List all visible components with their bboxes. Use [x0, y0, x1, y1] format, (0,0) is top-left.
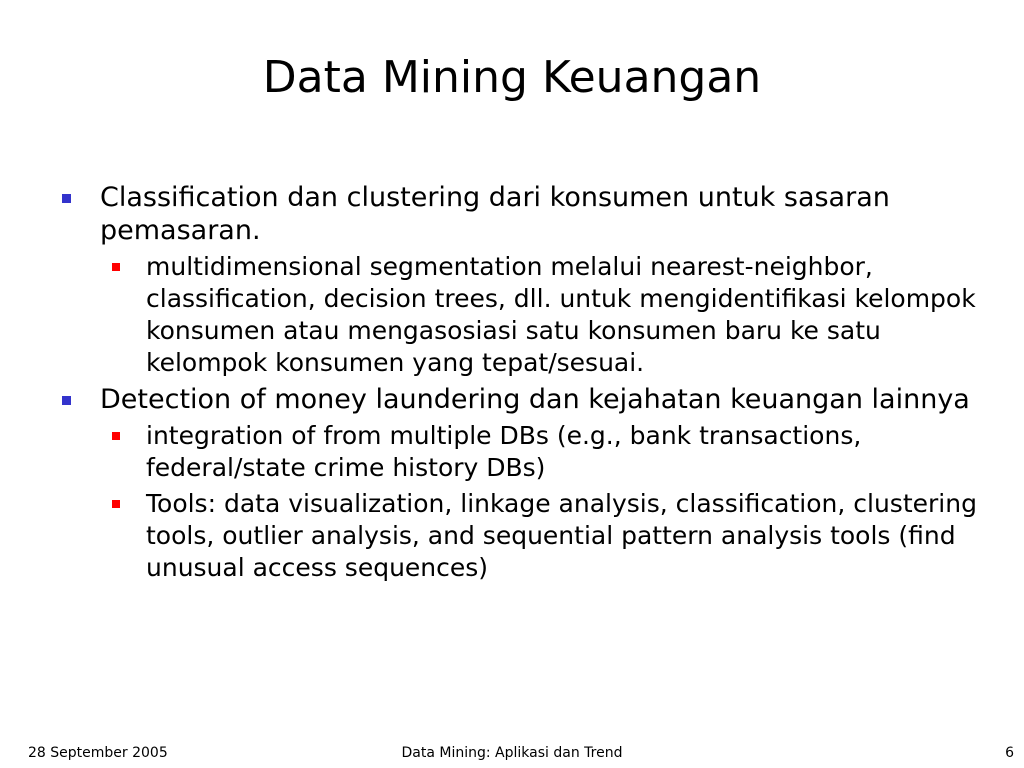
- square-bullet-icon: [112, 432, 120, 440]
- bullet-list: [58, 181, 978, 588]
- square-bullet-icon: [112, 500, 120, 508]
- bullet-item: [58, 181, 978, 379]
- sub-bullet-list: [100, 251, 978, 379]
- square-bullet-icon: [62, 396, 71, 405]
- sub-bullet-text: integration of from multiple DBs (e.g., bank transactions, federal/state crime history DBs): [146, 421, 862, 482]
- sub-bullet-text: multidimensional segmentation melalui nearest-neighbor, classification, decision trees, dll. untuk mengidentifikasi kelompok konsumen atau mengasosiasi satu konsumen baru ke satu kelompok konsumen yang tepat/sesuai.: [146, 252, 976, 377]
- bullet-item: [58, 383, 978, 584]
- sub-bullet-list: [100, 420, 978, 584]
- bullet-text: Detection of money laundering dan kejahatan keuangan lainnya: [100, 384, 970, 415]
- footer-title: Data Mining: Aplikasi dan Trend: [401, 745, 623, 761]
- sub-bullet-item: [100, 420, 978, 484]
- sub-bullet-text: Tools: data visualization, linkage analysis, classification, clustering tools, outlier analysis, and sequential pattern analysis tools (find unusual access sequences): [146, 489, 977, 582]
- sub-bullet-item: [100, 488, 978, 584]
- sub-bullet-item: [100, 251, 978, 379]
- page-number: 6: [1005, 745, 1014, 761]
- slide-title: Data Mining Keuangan: [262, 52, 762, 103]
- footer-date: 28 September 2005: [28, 745, 168, 761]
- square-bullet-icon: [112, 263, 120, 271]
- bullet-text: Classification dan clustering dari konsumen untuk sasaran pemasaran.: [100, 182, 890, 246]
- square-bullet-icon: [62, 194, 71, 203]
